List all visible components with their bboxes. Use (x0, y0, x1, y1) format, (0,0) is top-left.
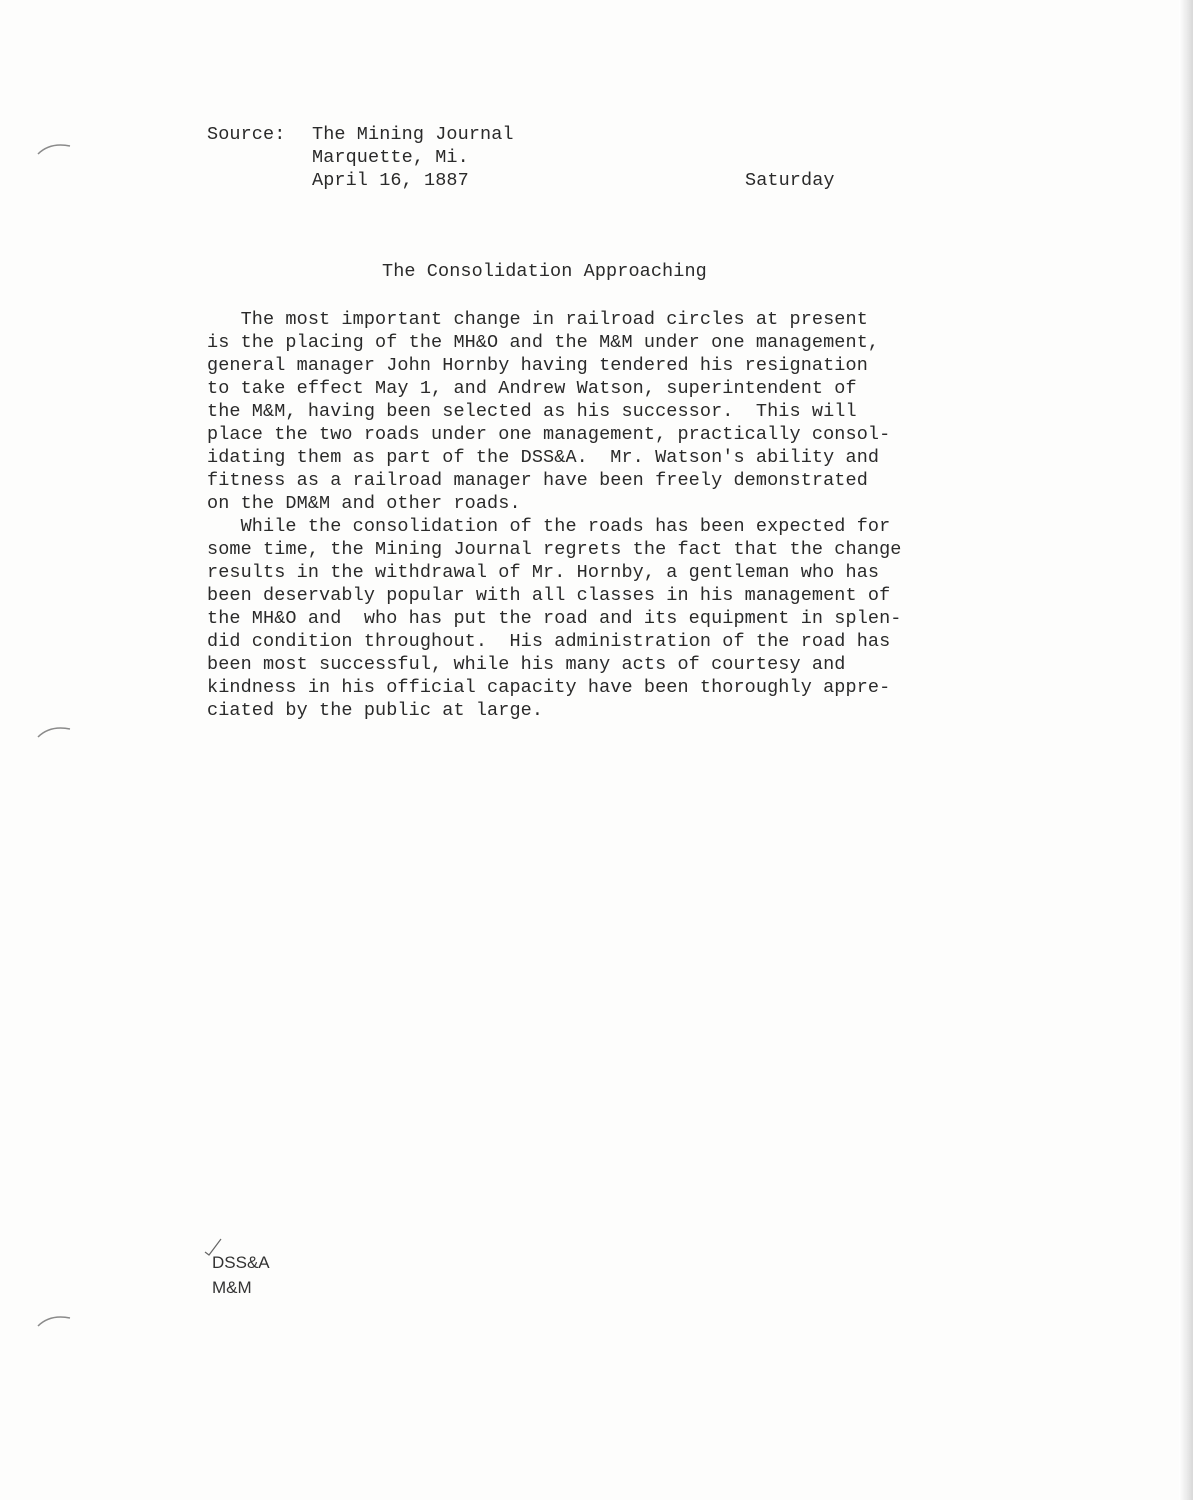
article-line: The most important change in railroad circles at present (207, 309, 868, 330)
article-line: the M&M, having been selected as his successor. This will (207, 401, 857, 422)
article-line: on the DM&M and other roads. (207, 493, 521, 514)
tag-item: DSS&A (212, 1253, 270, 1272)
article-line: did condition throughout. His administration of the road has (207, 631, 891, 652)
article-line: is the placing of the MH&O and the M&M under one management, (207, 332, 880, 353)
article-line: to take effect May 1, and Andrew Watson, superintendent of (207, 378, 857, 399)
source-weekday: Saturday (745, 170, 835, 191)
article-line: some time, the Mining Journal regrets the fact that the change (207, 539, 902, 560)
tag-list (202, 1250, 270, 1300)
article-title: The Consolidation Approaching (382, 261, 707, 282)
article-line: results in the withdrawal of Mr. Hornby, a gentleman who has (207, 562, 880, 583)
punch-hole-mark-top (36, 140, 76, 156)
punch-hole-mark-bottom (36, 1312, 76, 1328)
source-city: Marquette, Mi. (312, 147, 469, 168)
article-line: been most successful, while his many acts of courtesy and (207, 654, 846, 675)
article-line: While the consolidation of the roads has been expected for (207, 516, 891, 537)
tag-item: M&M (212, 1278, 252, 1297)
article-line: idating them as part of the DSS&A. Mr. Watson's ability and (207, 447, 880, 468)
article-line: fitness as a railroad manager have been freely demonstrated (207, 470, 868, 491)
source-label: Source: (207, 124, 286, 145)
source-date: April 16, 1887 (312, 170, 469, 191)
article-line: general manager John Hornby having tendered his resignation (207, 355, 868, 376)
article-line: place the two roads under one management, practically consol- (207, 424, 891, 445)
page-edge-shadow (1179, 0, 1193, 1500)
article-line: kindness in his official capacity have been thoroughly appre- (207, 677, 891, 698)
article-line: been deservably popular with all classes in his management of (207, 585, 891, 606)
article-line: ciated by the public at large. (207, 700, 544, 721)
source-publication: The Mining Journal (312, 124, 514, 145)
article-line: the MH&O and who has put the road and its equipment in splen- (207, 608, 902, 629)
punch-hole-mark-middle (36, 723, 76, 739)
